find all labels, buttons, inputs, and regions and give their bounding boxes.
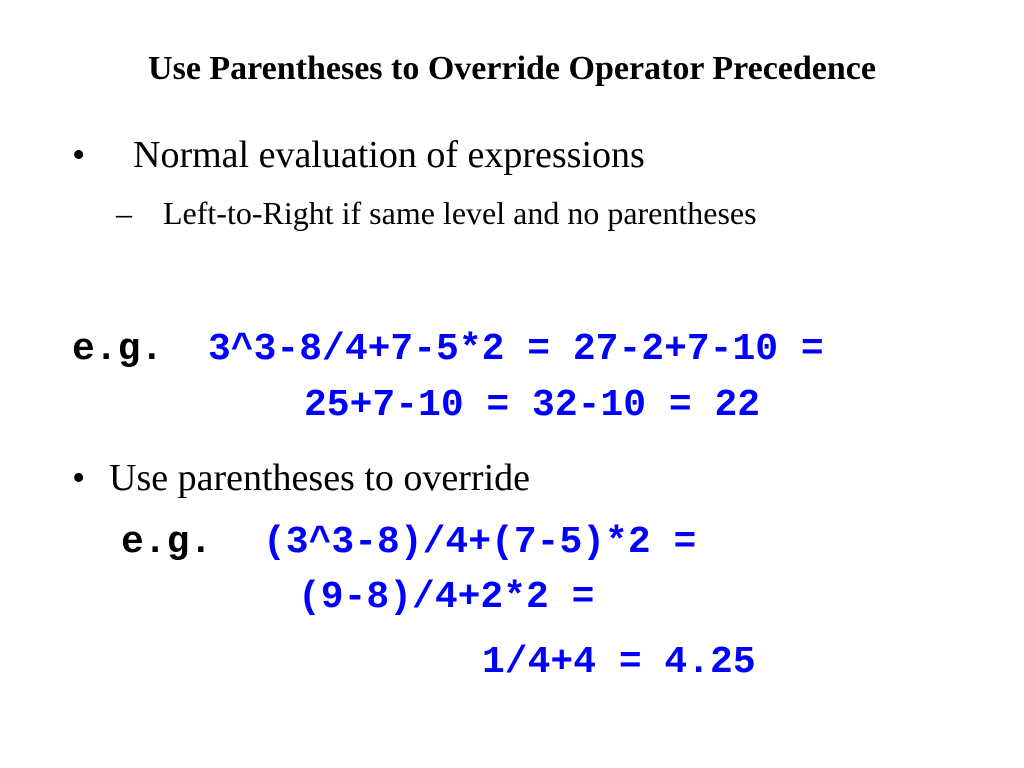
bullet-marker: • <box>72 134 86 176</box>
example1-expression-line2: 25+7-10 = 32-10 = 22 <box>304 384 761 427</box>
bullet-marker: • <box>72 457 86 499</box>
bullet-normal-evaluation: Normal evaluation of expressions <box>133 134 645 176</box>
example2-label: e.g. <box>121 521 213 564</box>
example1-expression-line1: 3^3-8/4+7-5*2 = 27-2+7-10 = <box>208 328 824 371</box>
sub-bullet-marker: – <box>116 195 132 231</box>
slide-title: Use Parentheses to Override Operator Precedence <box>148 50 876 87</box>
example2-expression-line1: (3^3-8)/4+(7-5)*2 = <box>263 521 697 564</box>
bullet-use-parentheses: Use parentheses to override <box>109 457 531 499</box>
example2-expression-line2: (9-8)/4+2*2 = <box>298 576 595 619</box>
example1-label: e.g. <box>72 328 164 371</box>
example2-expression-line3: 1/4+4 = 4.25 <box>482 641 756 684</box>
sub-bullet-left-to-right: Left-to-Right if same level and no parentheses <box>163 195 757 231</box>
